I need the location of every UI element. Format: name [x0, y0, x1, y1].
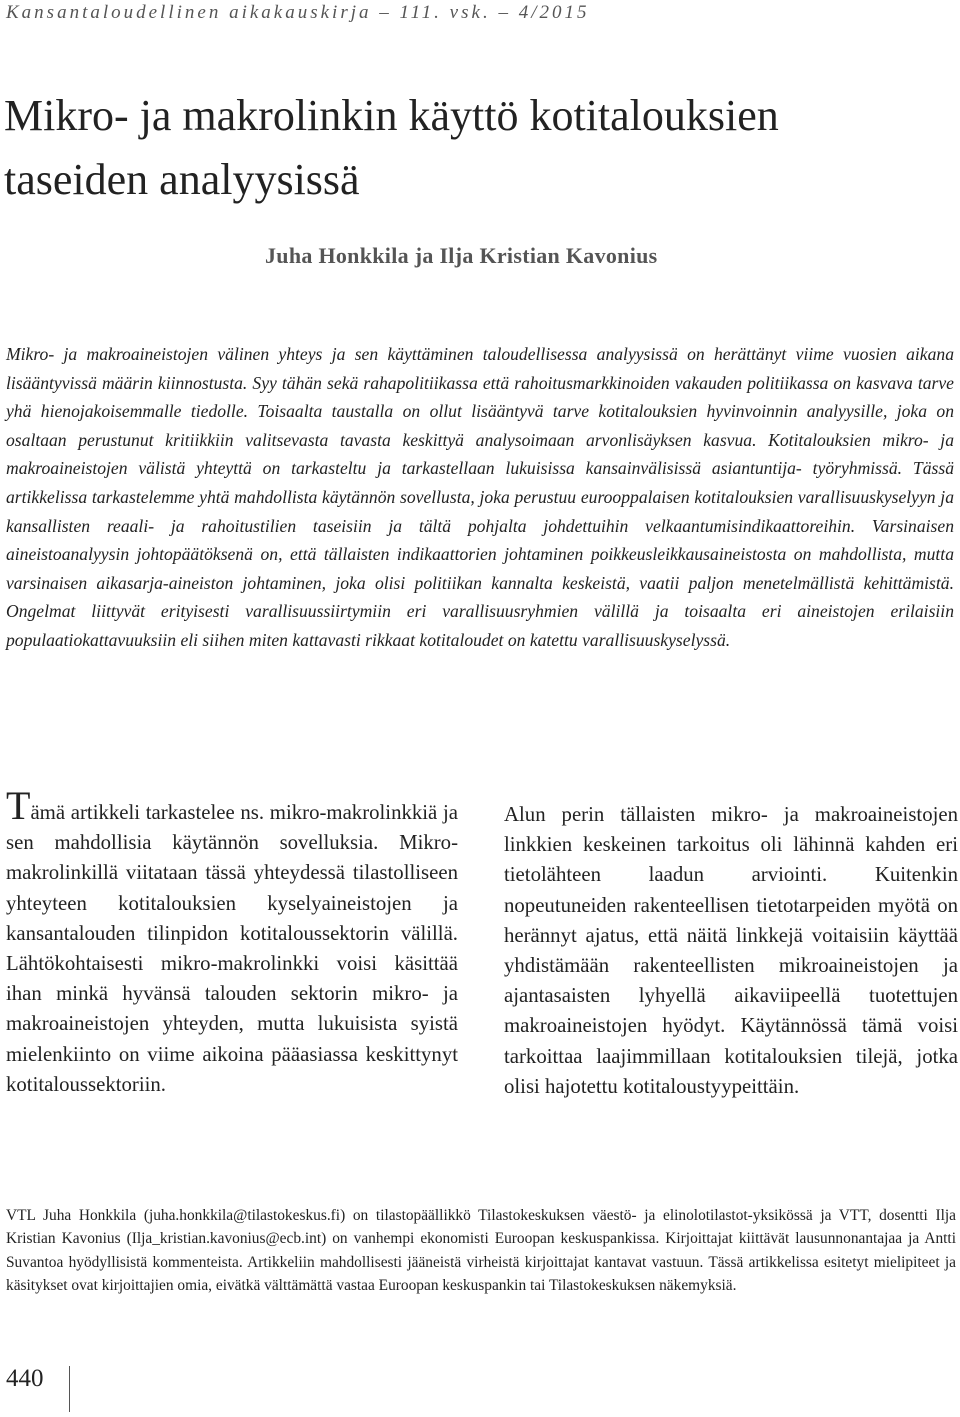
running-header: Kansantaloudellinen aikakauskirja – 111. vsk. – 4/2015 — [6, 2, 590, 23]
drop-cap: T — [6, 783, 31, 828]
body-text-left: ämä artikkeli tarkastelee ns. mikro-makrolinkkiä ja sen mahdollisia käytännön sovelluksia. Mikro-makrolinkillä viitataan tässä yhteydessä tilastolliseen yhteyteen kotitalouksien kyselyaineistojen ja kansantalouden tilinpidon kotitaloussektorin välillä. Lähtökohtaisesti mikro-makrolinkki voisi käsittää ihan minkä hyvänsä talouden sektorin mikro- ja makroaineistojen yhteyden, mutta lukuisista syistä mielenkiinto on viime aikoina pääasiassa keskittynyt kotitaloussektoriin. — [6, 801, 458, 1096]
author-footnote: VTL Juha Honkkila (juha.honkkila@tilastokeskus.fi) on tilastopäällikkö Tilastokeskuksen väestö- ja elinolotilastot-yksikössä ja VTT, dosentti Ilja Kristian Kavonius (Ilja_kristian.kavonius@ecb.int) on vanhempi ekonomisti Euroopan keskuspankissa. Kirjoittajat kiittävät lausunnonantajaa ja Antti Suvantoa hyödyllisistä kommenteista. Artikkeliin mahdollisesti jääneistä virheistä kirjoittajat kantavat vastuun. Tässä artikkelissa esitetyt mielipiteet ja käsitykset ovat kirjoittajien omia, eivätkä välttämättä vastaa Euroopan keskuspankin tai Tilastokeskuksen näkemyksiä. — [6, 1207, 956, 1295]
article-title — [4, 84, 944, 212]
article-abstract: Mikro- ja makroaineistojen välinen yhteys ja sen käyttäminen taloudellisessa analyysissä on herättänyt viime vuosien aikana lisääntyvissä määrin kiinnostusta. Syy tähän sekä rahapolitiikassa että rahoitusmarkkinoiden vakauden politiikassa on kasvava tarve yhä hienojakoisemmalle tiedolle. Toisaalta taustalla on ollut lisääntyvä tarve kotitalouksien hyvinvoinnin analyysille, joka on osaltaan perustunut kritiikkiin valitsevasta tavasta keskittyä analysoimaan arvonlisäyksen kasvua. Kotitalouksien mikro- ja makroaineistojen välistä yhteyttä on tarkasteltu ja tarkastellaan lukuisissa kansainvälisissä asiantuntija- työryhmissä. Tässä artikkelissa tarkastelemme yhtä mahdollista käytännön sovellusta, joka perustuu eurooppalaisen kotitalouksien varallisuuskyselyyn ja kansallisten reaali- ja rahoitustilien taseisiin ja tältä pohjalta johdettuihin velkaantumisindikaattoreihin. Varsinaisen aineistoanalyysin johtopäätöksenä on, että tällaisten indikaattorien johtaminen poikkeusleikkausaineistosta on mahdollista, mutta varsinaisen aikasarja-aineiston johtaminen, joka olisi politiikan kannalta keskeistä, vaatii paljon menetelmällistä kehittämistä. Ongelmat liittyvät erityisesti varallisuussiirtymiin eri varallisuusryhmien välillä ja toisaalta eri aineistojen erilaisiin populaatiokattavuuksiin eli siihen miten kattavasti rikkaat kotitaloudet on katettu varallisuuskyselyssä. — [6, 344, 954, 650]
page-number: 440 — [6, 1365, 44, 1392]
body-column-right: Alun perin tällaisten mikro- ja makroaineistojen linkkien keskeinen tarkoitus oli lähinnä kahden eri tietolähteen laadun arviointi. Kuitenkin nopeutuneiden rakenteellisen tietotarpeiden myötä on herännyt ajatus, että näitä linkkejä voitaisiin käyttää yhdistämään rakenteellisten mikroaineistojen ja ajantasaisten lyhyellä aikaviipeellä tuotettujen makroaineistojen hyödyt. Käytännössä tämä voisi tarkoittaa laajimmillaan kotitalouksien tilejä, jotka olisi hajotettu kotitaloustyypeittäin. — [504, 803, 958, 1098]
page-number-rule — [69, 1366, 70, 1412]
body-column-left — [6, 783, 458, 1100]
title-line-2: taseiden analyysissä — [4, 155, 360, 204]
article-authors: Juha Honkkila ja Ilja Kristian Kavonius — [265, 243, 658, 268]
title-line-1: Mikro- ja makrolinkin käyttö kotitalouksien — [4, 91, 779, 140]
